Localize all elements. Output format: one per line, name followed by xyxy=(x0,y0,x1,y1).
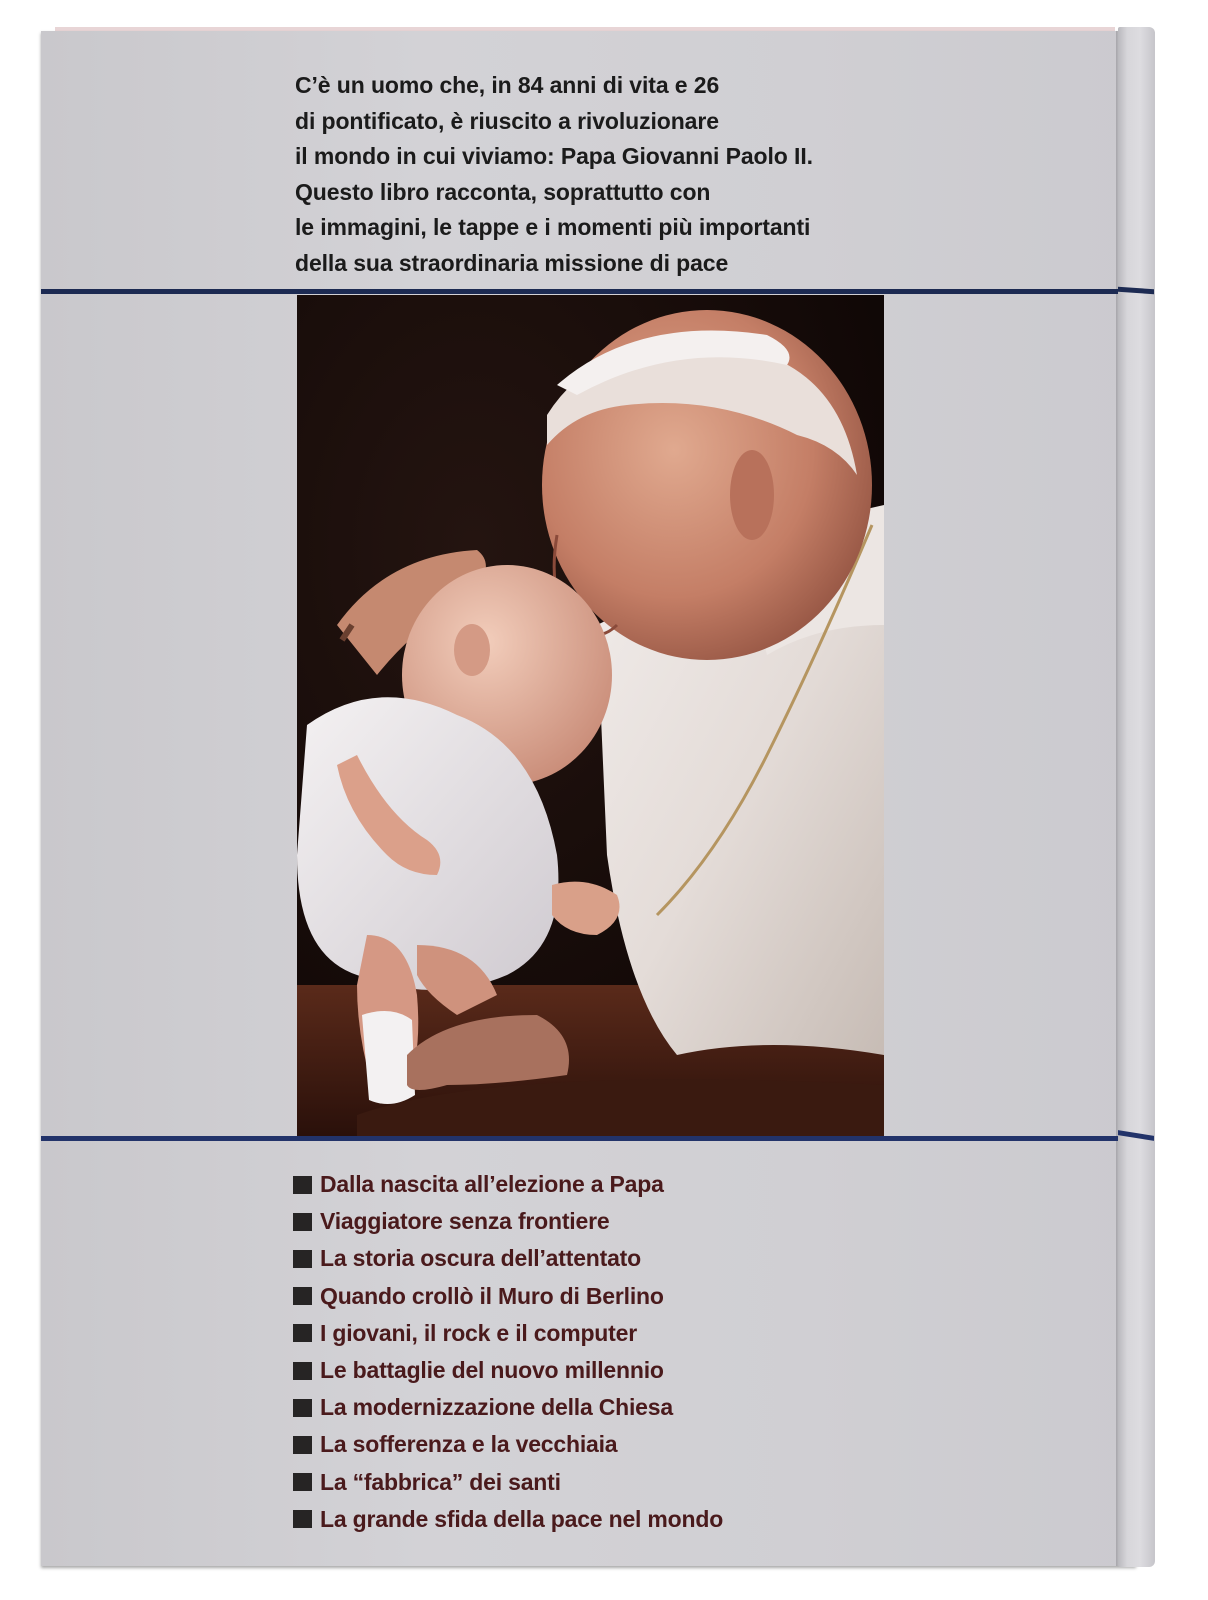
blurb-line: le immagini, le tappe e i momenti più importanti xyxy=(295,214,811,240)
square-bullet-icon xyxy=(293,1250,312,1268)
chapter-item xyxy=(293,1426,723,1463)
chapter-label: Le battaglie del nuovo millennio xyxy=(320,1357,664,1384)
blurb-line: Questo libro racconta, soprattutto con xyxy=(295,178,711,205)
chapter-label: La grande sfida della pace nel mondo xyxy=(320,1505,724,1532)
square-bullet-icon xyxy=(293,1362,312,1380)
chapter-item xyxy=(293,1501,723,1538)
blurb-line: C’è un uomo che, in 84 anni di vita e 26 xyxy=(295,72,720,98)
chapter-label: Dalla nascita all’elezione a Papa xyxy=(320,1171,664,1198)
chapter-item xyxy=(293,1278,723,1315)
chapter-label: La “fabbrica” dei santi xyxy=(320,1468,561,1495)
blurb-line: il mondo in cui viviamo: Papa Giovanni Paolo II. xyxy=(295,143,813,169)
chapter-item xyxy=(293,1166,723,1203)
chapter-item xyxy=(293,1315,723,1352)
chapter-item xyxy=(293,1240,723,1277)
chapter-item xyxy=(293,1389,723,1426)
chapter-label: La modernizzazione della Chiesa xyxy=(320,1394,673,1421)
square-bullet-icon xyxy=(293,1176,312,1194)
chapter-item xyxy=(293,1464,723,1501)
square-bullet-icon xyxy=(293,1213,312,1231)
chapter-label: La storia oscura dell’attentato xyxy=(320,1245,641,1272)
square-bullet-icon xyxy=(293,1510,312,1528)
chapter-list xyxy=(293,1166,723,1538)
blurb-line: della sua straordinaria missione di pace xyxy=(295,249,729,276)
square-bullet-icon xyxy=(293,1324,312,1342)
cover-photo xyxy=(297,295,884,1136)
chapter-label: Quando crollò il Muro di Berlino xyxy=(320,1282,664,1309)
chapter-label: Viaggiatore senza frontiere xyxy=(320,1208,610,1235)
square-bullet-icon xyxy=(293,1287,312,1305)
square-bullet-icon xyxy=(293,1436,312,1454)
chapter-label: La sofferenza e la vecchiaia xyxy=(320,1431,618,1458)
chapter-item xyxy=(293,1203,723,1240)
square-bullet-icon xyxy=(293,1473,312,1491)
square-bullet-icon xyxy=(293,1399,312,1417)
blurb-text xyxy=(295,68,915,281)
bottom-divider-rule xyxy=(41,1136,1118,1141)
top-divider-rule xyxy=(41,289,1118,294)
book-spine xyxy=(1118,27,1155,1567)
photo-illustration xyxy=(297,295,884,1136)
chapter-label: I giovani, il rock e il computer xyxy=(320,1319,637,1346)
blurb-line: di pontificato, è riuscito a rivoluzionare xyxy=(295,107,719,134)
chapter-item xyxy=(293,1352,723,1389)
